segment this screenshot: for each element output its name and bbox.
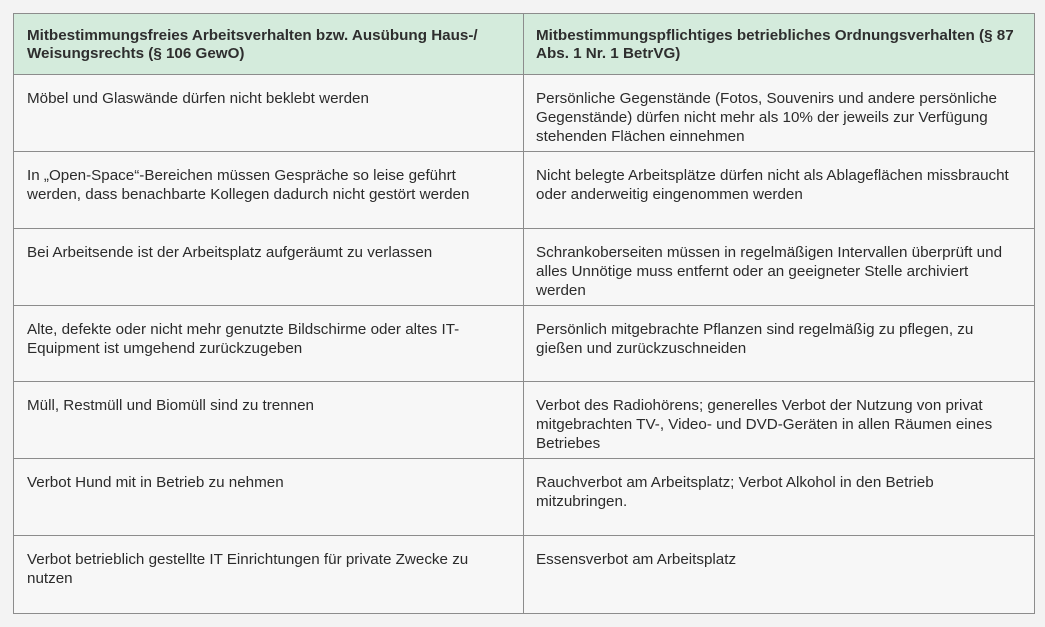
- row-5-left: Müll, Restmüll und Biomüll sind zu trennen: [14, 382, 524, 459]
- row-1-right: Persönliche Gegenstände (Fotos, Souvenirs und andere persönliche Gegenstände) dürfen nicht mehr als 10% der jeweils zur Verfügung stehenden Flächen einnehmen: [524, 75, 1034, 152]
- row-7-left: Verbot betrieblich gestellte IT Einrichtungen für private Zwecke zu nutzen: [14, 536, 524, 613]
- row-4-right: Persönlich mitgebrachte Pflanzen sind regelmäßig zu pflegen, zu gießen und zurückzuschneiden: [524, 306, 1034, 383]
- header-left: Mitbestimmungsfreies Arbeitsverhalten bzw. Ausübung Haus-/ Weisungsrechts (§ 106 GewO): [14, 14, 524, 75]
- row-6-left: Verbot Hund mit in Betrieb zu nehmen: [14, 459, 524, 536]
- row-5-right: Verbot des Radiohörens; generelles Verbot der Nutzung von privat mitgebrachten TV-, Video- und DVD-Geräten in allen Räumen eines Betriebes: [524, 382, 1034, 459]
- comparison-table: [13, 13, 1035, 614]
- row-6-right: Rauchverbot am Arbeitsplatz; Verbot Alkohol in den Betrieb mitzubringen.: [524, 459, 1034, 536]
- row-3-left: Bei Arbeitsende ist der Arbeitsplatz aufgeräumt zu verlassen: [14, 229, 524, 306]
- row-7-right: Essensverbot am Arbeitsplatz: [536, 551, 737, 569]
- row-4-left: Alte, defekte oder nicht mehr genutzte Bildschirme oder altes IT-Equipment ist umgehend zurückzugeben: [14, 306, 524, 383]
- row-2-right: Nicht belegte Arbeitsplätze dürfen nicht als Ablageflächen missbraucht oder anderweitig eingenommen werden: [524, 152, 1034, 229]
- row-1-left: Möbel und Glaswände dürfen nicht beklebt werden: [14, 75, 524, 152]
- row-3-right: Schrankoberseiten müssen in regelmäßigen Intervallen überprüft und alles Unnötige muss entfernt oder an geeigneter Stelle archiviert werden: [524, 229, 1034, 306]
- header-right: Mitbestimmungspflichtiges betriebliches Ordnungsverhalten (§ 87 Abs. 1 Nr. 1 BetrVG): [524, 14, 1034, 75]
- row-2-left: In „Open-Space“-Bereichen müssen Gespräche so leise geführt werden, dass benachbarte Kollegen dadurch nicht gestört werden: [14, 152, 524, 229]
